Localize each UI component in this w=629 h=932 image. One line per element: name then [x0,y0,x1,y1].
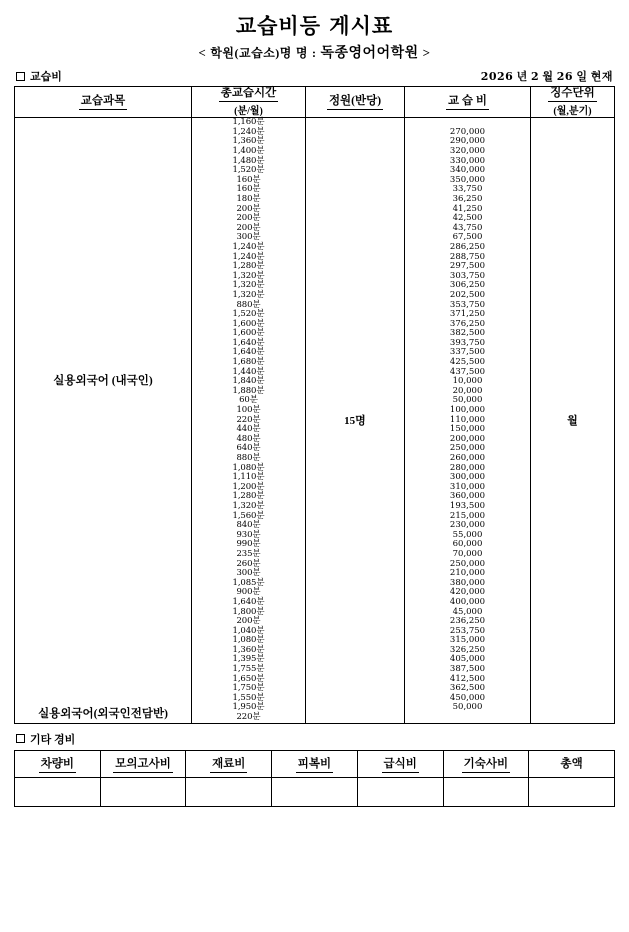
fee-item: 306,250 [449,280,486,291]
subject-cell [15,118,192,723]
hours-item: 1,240분 [232,251,265,262]
subtitle-label: 학원(교습소)명 [210,46,292,60]
hours-item: 1,750분 [232,683,265,694]
hours-item: 220분 [236,414,261,425]
etc-section-header [14,731,615,747]
fee-item: 42,500 [452,213,483,224]
etc-value-row [15,777,615,806]
hours-list [192,118,306,723]
fee-item: 215,000 [449,510,486,521]
fee-item: 326,250 [449,644,486,655]
hours-item: 1,600분 [232,318,265,329]
fee-item: 290,000 [449,136,486,147]
fee-item: 288,750 [449,251,486,262]
hours-item: 1,680분 [232,357,265,368]
hours-item: 160분 [236,184,261,195]
hours-item: 880분 [236,299,261,310]
fee-item: 286,250 [449,241,486,252]
etc-header-2 [100,750,186,777]
page-title: 교습비등 게시표 [235,13,394,38]
subtitle-close-bracket: > [422,45,431,60]
fee-item: 300,000 [449,472,486,483]
hours-item: 1,640분 [232,347,265,358]
fee-item: 100,000 [449,405,486,416]
fee-item: 405,000 [449,654,486,665]
fee-item: 280,000 [449,462,486,473]
academy-name: 독종영어어학원 [320,46,419,61]
fee-item: 340,000 [449,165,486,176]
fee-item: 50,000 [452,702,483,713]
hours-item: 60분 [239,395,258,406]
hours-item: 1,650분 [232,673,265,684]
fee-item: 60,000 [452,539,483,550]
fee-item: 450,000 [449,692,486,703]
hours-item: 1,600분 [232,328,265,339]
subject-domestic: 실용외국어 (내국인) [53,375,153,388]
hours-item: 220분 [236,712,261,723]
hours-item: 1,360분 [232,136,265,147]
hours-item: 1,560분 [232,510,265,521]
fee-item: 70,000 [452,548,483,559]
header-fee [405,87,531,118]
fee-item: 315,000 [449,635,486,646]
hours-item: 260분 [236,558,261,569]
hours-item: 1,080분 [232,635,265,646]
header-fee-label: 교 습 비 [446,95,489,110]
subtitle-name-suffix: 명 [295,46,308,60]
etc-header-label: 총액 [560,758,583,771]
etc-header-label: 급식비 [382,755,419,773]
fee-item: 36,250 [452,193,483,204]
fee-item: 425,500 [449,357,486,368]
fee-item: 33,750 [452,184,483,195]
etc-value-cell [272,777,358,806]
header-unit-label: 징수단위 [548,87,596,102]
checkbox-icon [16,734,25,743]
hours-item: 930분 [236,529,261,540]
hours-item: 840분 [236,520,261,531]
hours-item: 1,320분 [232,270,265,281]
hours-item: 1,360분 [232,644,265,655]
hours-item: 200분 [236,222,261,233]
hours-item: 200분 [236,616,261,627]
fee-item: 250,000 [449,443,486,454]
header-capacity-label: 정원(반당) [327,95,383,110]
hours-item: 1,840분 [232,376,265,387]
hours-item: 1,520분 [232,309,265,320]
header-hours [192,87,306,118]
fee-item: 250,000 [449,558,486,569]
fee-item: 20,000 [452,385,483,396]
fee-item: 270,000 [449,126,486,137]
fee-item: 45,000 [452,606,483,617]
hours-item: 1,395분 [232,654,265,665]
date-year-unit: 년 [516,71,528,83]
fee-item: 337,500 [449,347,486,358]
hours-item: 1,755분 [232,664,265,675]
fee-item: 50,000 [452,395,483,406]
hours-item: 990분 [236,539,261,550]
fee-item: 43,750 [452,222,483,233]
hours-item: 300분 [236,568,261,579]
header-subject [15,87,192,118]
hours-item: 880분 [236,453,261,463]
fee-item: 412,500 [449,673,486,684]
etc-header-label: 재료비 [210,755,247,773]
hours-item: 1,320분 [232,500,265,511]
hours-item: 1,240분 [232,241,265,252]
fee-item: 420,000 [449,587,486,598]
hours-item: 160분 [236,174,261,185]
fee-section-label: 교습비 [30,71,62,83]
fee-item: 360,000 [449,491,486,502]
hours-item: 1,110분 [232,472,265,483]
fee-item: 400,000 [449,596,486,607]
etc-header-label: 차량비 [39,755,76,773]
date-month-unit: 월 [542,71,554,83]
fee-item: 376,250 [449,318,486,329]
date-day-unit: 일 [576,71,588,83]
fee-item: 230,000 [449,520,486,531]
hours-item: 1,200분 [232,481,265,492]
hours-item: 180분 [236,193,261,204]
fee-item: 200,000 [449,433,486,444]
etc-table [14,750,615,807]
fee-item: 382,500 [449,328,486,339]
fee-item: 437,500 [449,366,486,377]
hours-item: 1,040분 [232,625,265,636]
hours-item: 1,480분 [232,155,265,166]
fee-section-header [14,68,615,84]
fee-item: 193,500 [449,500,486,511]
header-capacity [306,87,405,118]
date-as-of: 현재 [590,71,613,83]
subtitle-colon: : [311,46,317,60]
fee-item: 236,250 [449,616,486,627]
date-year: 2026 [480,70,514,83]
fee-item: 362,500 [449,683,486,694]
etc-header-label: 모의고사비 [113,755,173,773]
etc-header-3 [186,750,272,777]
fee-section-label-group [16,68,62,84]
hours-item: 1,440분 [232,366,265,377]
checkbox-icon [16,72,25,81]
etc-header-5 [357,750,443,777]
fee-item: 380,000 [449,577,486,588]
etc-header-label: 피복비 [296,755,333,773]
fees-list [405,118,531,723]
as-of-date [481,68,613,84]
header-hours-label: 총교습시간 [219,87,279,102]
hours-item: 1,280분 [232,261,265,272]
etc-header-4 [272,750,358,777]
academy-line [14,42,615,62]
hours-item: 100분 [236,405,261,416]
fee-item: 41,250 [452,203,483,214]
fee-table [14,86,615,724]
header-subject-label: 교습과목 [79,95,127,110]
fee-item: 320,000 [449,146,486,156]
fee-item: 67,500 [452,232,483,243]
hours-item: 200분 [236,203,261,214]
table-row [15,118,615,723]
header-unit [531,87,615,118]
etc-header-label: 기숙사비 [462,755,510,773]
subject-foreign: 실용외국어(외국인전담반) [38,707,168,720]
date-day: 26 [556,70,574,83]
hours-item: 1,640분 [232,337,265,348]
fee-item: 310,000 [449,481,486,492]
capacity-cell: 15명 [306,118,405,723]
fee-item: 253,750 [449,625,486,636]
hours-item: 1,520분 [232,165,265,176]
hours-item: 1,640분 [232,596,265,607]
subtitle-open-bracket: < [198,45,207,60]
hours-item: 235분 [236,548,261,559]
hours-item: 1,085분 [232,577,265,588]
hours-item: 200분 [236,213,261,224]
fee-item: 260,000 [449,453,486,463]
etc-header-6 [443,750,529,777]
date-month: 2 [530,70,540,83]
hours-item: 1,160분 [232,117,265,128]
hours-item: 1,400분 [232,146,265,156]
table-header-row [15,87,615,118]
hours-item: 480분 [236,433,261,444]
fee-item: 371,250 [449,309,486,320]
etc-header-1 [15,750,101,777]
fee-item: 10,000 [452,376,483,387]
hours-item: 1,550분 [232,692,265,703]
hours-item: 1,240분 [232,126,265,137]
fee-item: 210,000 [449,568,486,579]
etc-header-7 [529,750,615,777]
hours-item: 900분 [236,587,261,598]
etc-header-row [15,750,615,777]
fee-item: 202,500 [449,289,486,300]
header-hours-sub: (분/월) [234,106,263,118]
hours-item: 1,280분 [232,491,265,502]
etc-value-cell [186,777,272,806]
header-unit-sub: (월,분기) [553,106,592,118]
hours-item: 1,320분 [232,289,265,300]
hours-item: 640분 [236,443,261,454]
etc-value-cell [100,777,186,806]
etc-section-label: 기타 경비 [30,733,76,746]
hours-item: 1,880분 [232,385,265,396]
fee-item: 55,000 [452,529,483,540]
etc-value-cell [357,777,443,806]
etc-value-cell [529,777,615,806]
hours-item: 1,320분 [232,280,265,291]
hours-item: 1,950분 [232,702,265,713]
fee-item: 303,750 [449,270,486,281]
fee-item: 393,750 [449,337,486,348]
hours-item: 1,080분 [232,462,265,473]
fee-item: 330,000 [449,155,486,166]
fee-item: 297,500 [449,261,486,272]
fee-item: 353,750 [449,299,486,310]
fee-item: 150,000 [449,424,486,435]
hours-item: 1,800분 [232,606,265,617]
etc-value-cell [15,777,101,806]
fee-item: 350,000 [449,174,486,185]
hours-item: 440분 [236,424,261,435]
fee-item: 387,500 [449,664,486,675]
fee-item: 110,000 [449,414,486,425]
etc-value-cell [443,777,529,806]
hours-item: 300분 [236,232,261,243]
unit-cell: 월 [531,118,615,723]
